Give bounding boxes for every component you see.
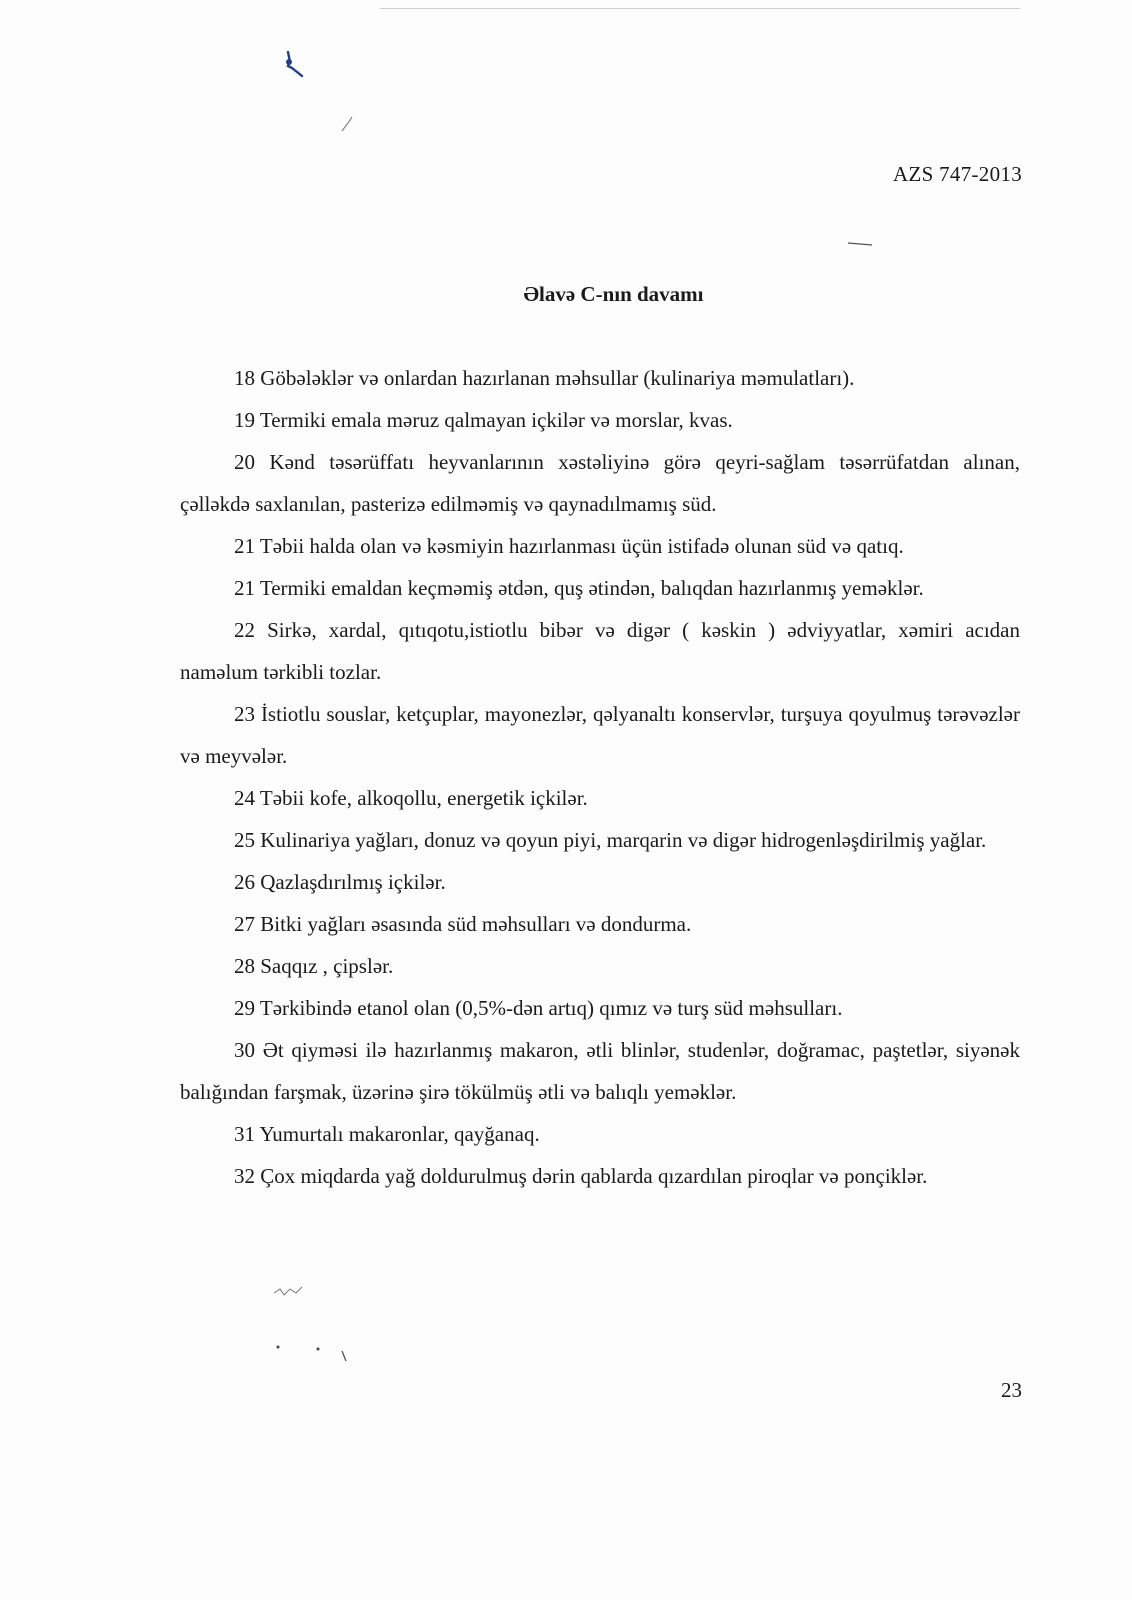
list-item: 32 Çox miqdarda yağ doldurulmuş dərin qablarda qızardılan piroqlar və ponçiklər. [234,1164,928,1188]
list-item: 30 Ət qiyməsi ilə hazırlanmış makaron, ətli blinlər, studenlər, doğramac, paştetlər, siyənək balığından farşmak, üzərinə şirə tökülmüş ətli və balıqlı yeməklər. [180,1038,1020,1104]
list-item: 24 Təbii kofe, alkoqollu, energetik içkilər. [234,786,588,810]
list-item: 29 Tərkibində etanol olan (0,5%-dən artıq) qımız və turş süd məhsulları. [234,996,843,1020]
speck-marks-icon [270,1335,360,1365]
list-item: 31 Yumurtalı makaronlar, qayğanaq. [234,1122,540,1146]
list-item: 27 Bitki yağları əsasında süd məhsulları və dondurma. [234,912,692,936]
list-item: 22 Sirkə, xardal, qıtıqotu,istiotlu bibər və digər ( kəskin ) ədviyyatlar, xəmiri acıdan naməlum tərkibli tozlar. [180,618,1020,684]
scribble-after-text-icon [272,1283,306,1301]
list-item: 25 Kulinariya yağları, donuz və qoyun piyi, marqarin və digər hidrogenləşdirilmiş yağlar. [234,828,987,852]
list-item: 20 Kənd təsərüffatı heyvanlarının xəstəliyinə görə qeyri-sağlam təsərrüfatdan alınan, çəlləkdə saxlanılan, pasterizə edilməmiş və qaynadılmamış süd. [180,450,1020,516]
scan-top-edge-line [380,8,1020,9]
list-item: 21 Təbii halda olan və kəsmiyin hazırlanması üçün istifadə olunan süd və qatıq. [234,534,904,558]
list-item: 23 İstiotlu souslar, ketçuplar, mayonezlər, qəlyanaltı konservlər, turşuya qoyulmuş tərəvəzlər və meyvələr. [180,702,1020,768]
scribble-mark-icon [340,115,356,135]
list-item: 21 Termiki emaldan keçməmiş ətdən, quş ətindən, balıqdan hazırlanmış yeməklər. [234,576,924,600]
pen-mark-icon [284,50,306,78]
list-item: 26 Qazlaşdırılmış içkilər. [234,870,446,894]
document-code: AZS 747-2013 [892,162,1022,186]
list-item: 28 Saqqız , çipslər. [234,954,394,978]
list-item: 19 Termiki emala məruz qalmayan içkilər və morslar, kvas. [234,408,733,432]
section-heading: Əlavə C-nın davamı [523,282,704,306]
list-item: 18 Göbələklər və onlardan hazırlanan məhsullar (kulinariya məmulatları). [234,366,855,390]
page-number: 23 [1001,1378,1022,1402]
item-list [180,357,1020,1197]
dash-mark-icon [846,240,876,248]
